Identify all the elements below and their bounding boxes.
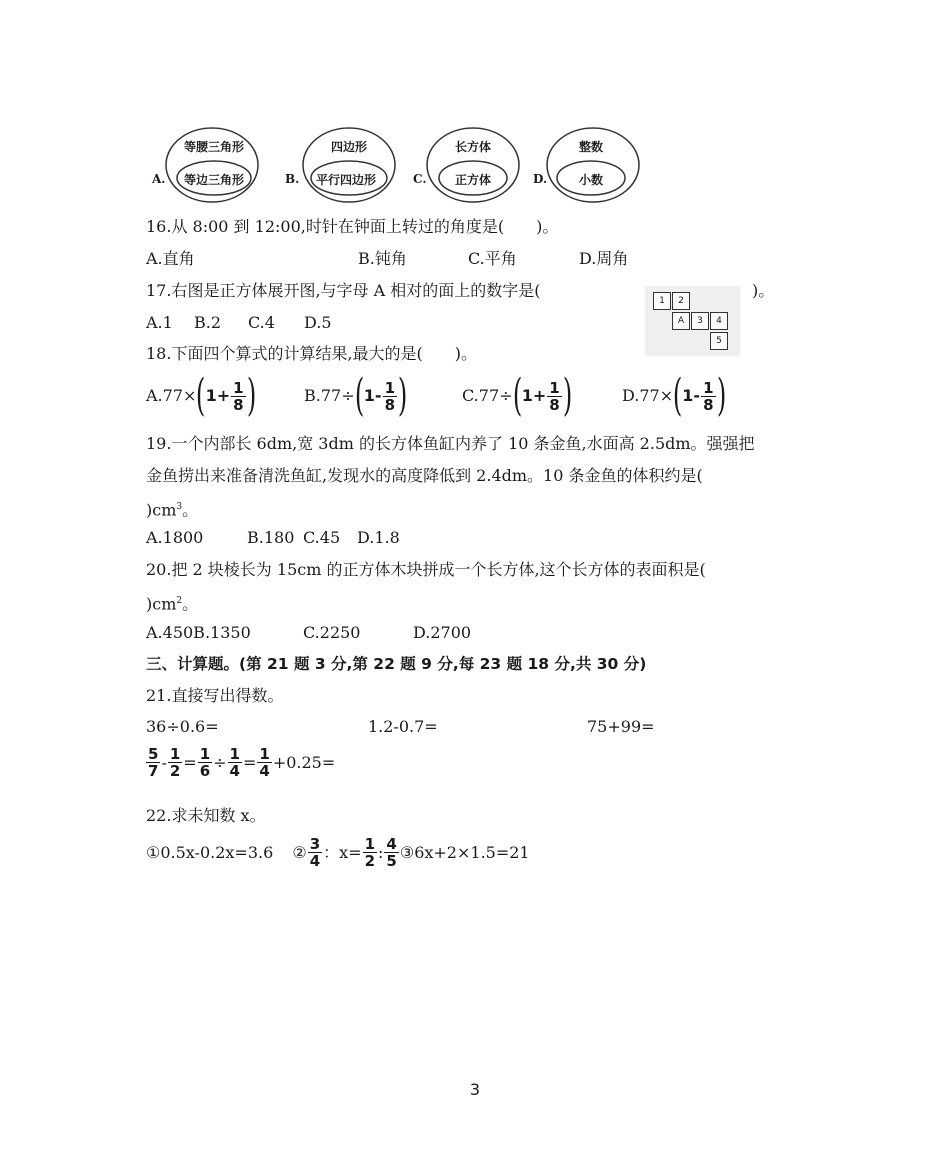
q20-line-1: 20.把 2 块棱长为 15cm 的正方体木块拼成一个长方体,这个长方体的表面积是( bbox=[146, 560, 706, 579]
fraction: $\frac{1}{8}$ bbox=[549, 378, 560, 414]
venn-c-letter: C. bbox=[413, 172, 427, 186]
q19-line-1: 19.一个内部长 6dm,宽 3dm 的长方体鱼缸内养了 10 条金鱼,水面高 2.5dm。强强把 bbox=[146, 434, 755, 453]
q16-option-c: C.平角 bbox=[468, 249, 517, 268]
fraction: $\frac{1}{2}$ bbox=[169, 745, 181, 780]
fraction: $\frac{1}{8}$ bbox=[233, 378, 244, 414]
q18-option-d: D.77×(1- $\frac{1}{8}$ ) bbox=[622, 370, 726, 421]
q19-option-b: B.180 bbox=[247, 528, 295, 547]
q22-equation-1: ①0.5x-0.2x=3.6 bbox=[146, 842, 274, 862]
venn-c-outer: 长方体 bbox=[455, 140, 492, 154]
venn-c-inner: 正方体 bbox=[455, 173, 492, 187]
q16-option-d: D.周角 bbox=[579, 249, 629, 268]
q18-option-c: C.77÷(1+ $\frac{1}{8}$ ) bbox=[462, 370, 572, 421]
q17-option-a: A.1 bbox=[146, 313, 173, 332]
venn-a-inner: 等边三角形 bbox=[184, 173, 245, 187]
fraction: $\frac{1}{8}$ bbox=[384, 378, 395, 414]
venn-diagram-c bbox=[411, 124, 523, 206]
fraction: $\frac{1}{4}$ bbox=[229, 745, 240, 780]
venn-a-letter: A. bbox=[152, 172, 166, 186]
fraction: $\frac{1}{2}$ bbox=[364, 835, 376, 870]
venn-a-outer: 等腰三角形 bbox=[184, 140, 245, 154]
page-number: 3 bbox=[469, 1080, 481, 1099]
q19-line-3: )$cm^3$。 bbox=[146, 500, 199, 520]
venn-diagram-a bbox=[150, 124, 262, 206]
net-cell-2: 2 bbox=[672, 292, 690, 310]
q20-option-c: C.2250 bbox=[303, 623, 361, 642]
q19-line-2: 金鱼捞出来准备清洗鱼缸,发现水的高度降低到 2.4dm。10 条金鱼的体积约是( bbox=[146, 466, 703, 485]
fraction: $\frac{1}{4}$ bbox=[259, 745, 270, 780]
q21-expr-2: 1.2-0.7= bbox=[368, 717, 438, 736]
q22-equation-3: ③6x+2×1.5=21 bbox=[399, 842, 530, 862]
net-cell-a: A bbox=[672, 312, 690, 330]
q20-unit-superscript: 2 bbox=[176, 596, 183, 606]
q20-line-2: )$cm^2$。 bbox=[146, 594, 199, 614]
venn-d-inner: 小数 bbox=[579, 173, 604, 187]
section-3-heading: 三、计算题。(第 21 题 3 分,第 22 题 9 分,每 23 题 18 分,共 30 分) bbox=[146, 655, 647, 673]
fraction: $\frac{4}{5}$ bbox=[386, 835, 397, 870]
q18-option-b: B.77÷(1- $\frac{1}{8}$ ) bbox=[304, 370, 408, 421]
net-cell-1: 1 bbox=[653, 292, 671, 310]
q22-stem: 22.求未知数 x。 bbox=[146, 806, 266, 825]
q20-option-d: D.2700 bbox=[413, 623, 472, 642]
venn-diagram-b bbox=[283, 124, 401, 206]
q17-close: )。 bbox=[752, 281, 775, 300]
q22-equations bbox=[146, 836, 530, 876]
fraction: $\frac{1}{6}$ bbox=[199, 745, 211, 780]
venn-d-outer: 整数 bbox=[579, 140, 604, 154]
venn-b-outer: 四边形 bbox=[331, 140, 368, 154]
net-cell-5: 5 bbox=[710, 332, 728, 350]
fraction: $\frac{3}{4}$ bbox=[309, 835, 321, 870]
net-cell-3: 3 bbox=[691, 312, 709, 330]
venn-d-letter: D. bbox=[533, 172, 548, 186]
cube-net-figure bbox=[645, 286, 740, 356]
q18-option-a: A.77×(1+ $\frac{1}{8}$ ) bbox=[146, 370, 256, 421]
q21-stem: 21.直接写出得数。 bbox=[146, 686, 284, 705]
q16-option-b: B.钝角 bbox=[358, 249, 407, 268]
venn-b-inner: 平行四边形 bbox=[316, 173, 377, 187]
venn-b-letter: B. bbox=[285, 172, 300, 186]
q21-expr-3: 75+99= bbox=[587, 717, 655, 736]
q19-option-a: A.1800 bbox=[146, 528, 204, 547]
q16-stem: 16.从 8:00 到 12:00,时针在钟面上转过的角度是( )。 bbox=[146, 217, 559, 236]
q16-option-a: A.直角 bbox=[146, 249, 195, 268]
venn-diagram-d bbox=[531, 124, 643, 206]
q21-expr-1: 36÷0.6= bbox=[146, 717, 219, 736]
q17-stem: 17.右图是正方体展开图,与字母 A 相对的面上的数字是( bbox=[146, 281, 541, 300]
net-cell-4: 4 bbox=[710, 312, 728, 330]
q19-unit-superscript: 3 bbox=[176, 502, 183, 512]
q17-option-b: B.2 bbox=[194, 313, 222, 332]
q17-option-c: C.4 bbox=[248, 313, 275, 332]
q20-option-ab: A.450B.1350 bbox=[146, 623, 251, 642]
q18-stem: 18.下面四个算式的计算结果,最大的是( )。 bbox=[146, 344, 478, 363]
q17-option-d: D.5 bbox=[304, 313, 332, 332]
q22-equation-2: ② $\frac{3}{4}$ ：x= $\frac{1}{2}$ : $\frac{4}{5}$ bbox=[292, 835, 397, 870]
fraction: $\frac{5}{7}$ bbox=[148, 745, 159, 780]
fraction: $\frac{1}{8}$ bbox=[703, 378, 714, 414]
q19-option-c: C.45 bbox=[303, 528, 341, 547]
q21-row-2: $\frac{5}{7}$ - $\frac{1}{2}$ = $\frac{1}{6}$ ÷ $\frac{1}{4}$ = $\frac{1}{4}$ +0.25= bbox=[148, 745, 336, 780]
q19-option-d: D.1.8 bbox=[357, 528, 400, 547]
